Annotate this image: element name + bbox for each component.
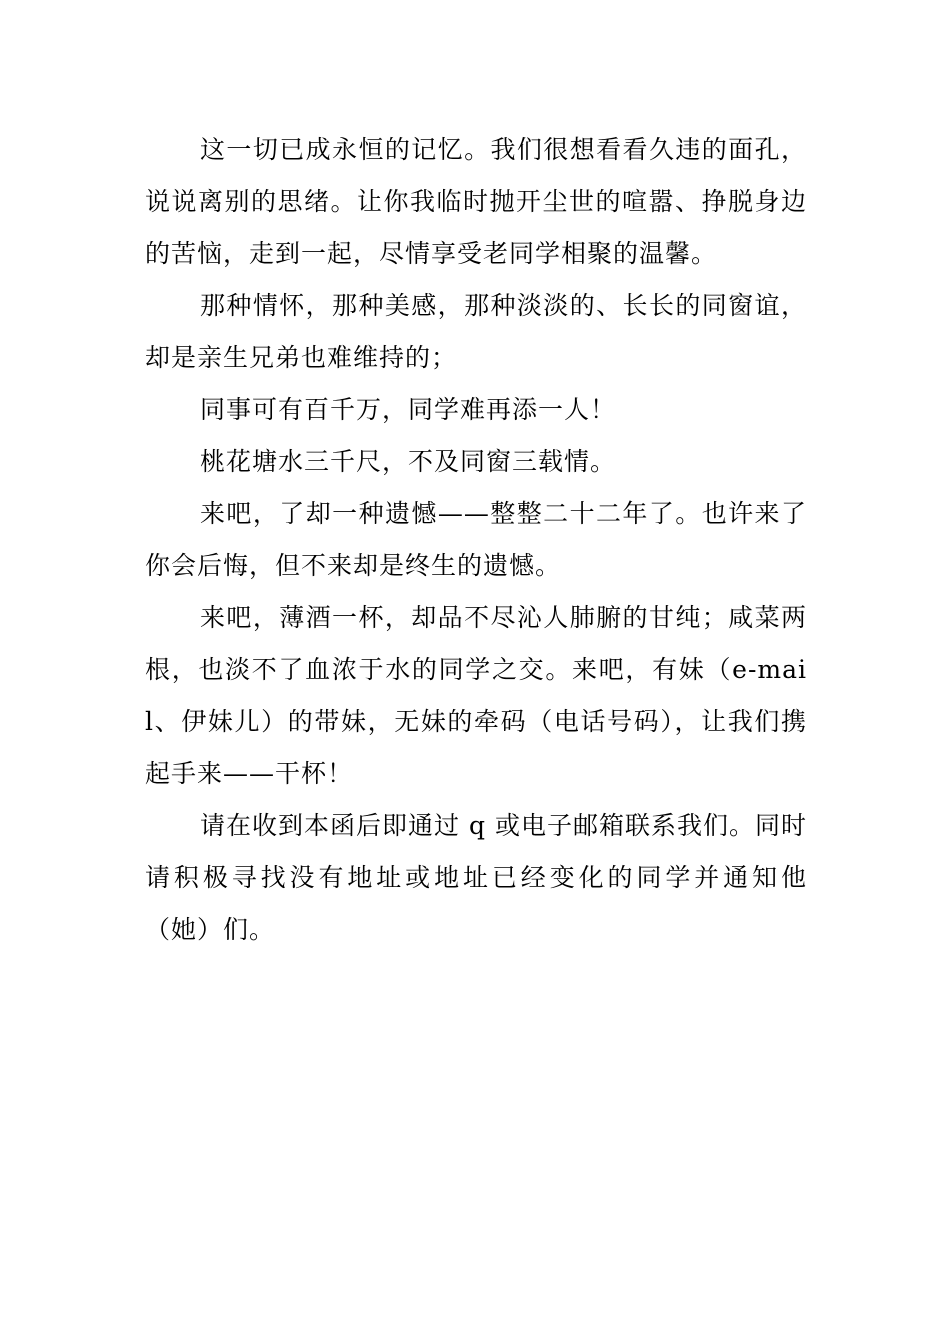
document-body (145, 124, 807, 956)
paragraph-memory: 这一切已成永恒的记忆。我们很想看看久违的面孔，说说离别的思绪。让你我临时抛开尘世的喧嚣、挣脱身边的苦恼，走到一起，尽情享受老同学相聚的温馨。 (145, 135, 807, 268)
paragraph-come-cheers: 来吧，薄酒一杯，却品不尽沁人肺腑的甘纯；咸菜两根，也淡不了血浓于水的同学之交。来吧，有妹（e-mail、伊妹儿）的带妹，无妹的牵码（电话号码），让我们携起手来——干杯！ (145, 603, 807, 788)
paragraph-peach-pond: 桃花塘水三千尺，不及同窗三载情。 (200, 447, 617, 476)
paragraph-come-regret: 来吧，了却一种遗憾——整整二十二年了。也许来了你会后悔，但不来却是终生的遗憾。 (145, 499, 807, 580)
paragraph-contact: 请在收到本函后即通过 q 或电子邮箱联系我们。同时请积极寻找没有地址或地址已经变化的同学并通知他（她）们。 (145, 811, 807, 944)
paragraph-colleagues: 同事可有百千万，同学难再添一人！ (200, 395, 617, 424)
paragraph-friendship: 那种情怀，那种美感，那种淡淡的、长长的同窗谊，却是亲生兄弟也难维持的； (145, 291, 807, 372)
